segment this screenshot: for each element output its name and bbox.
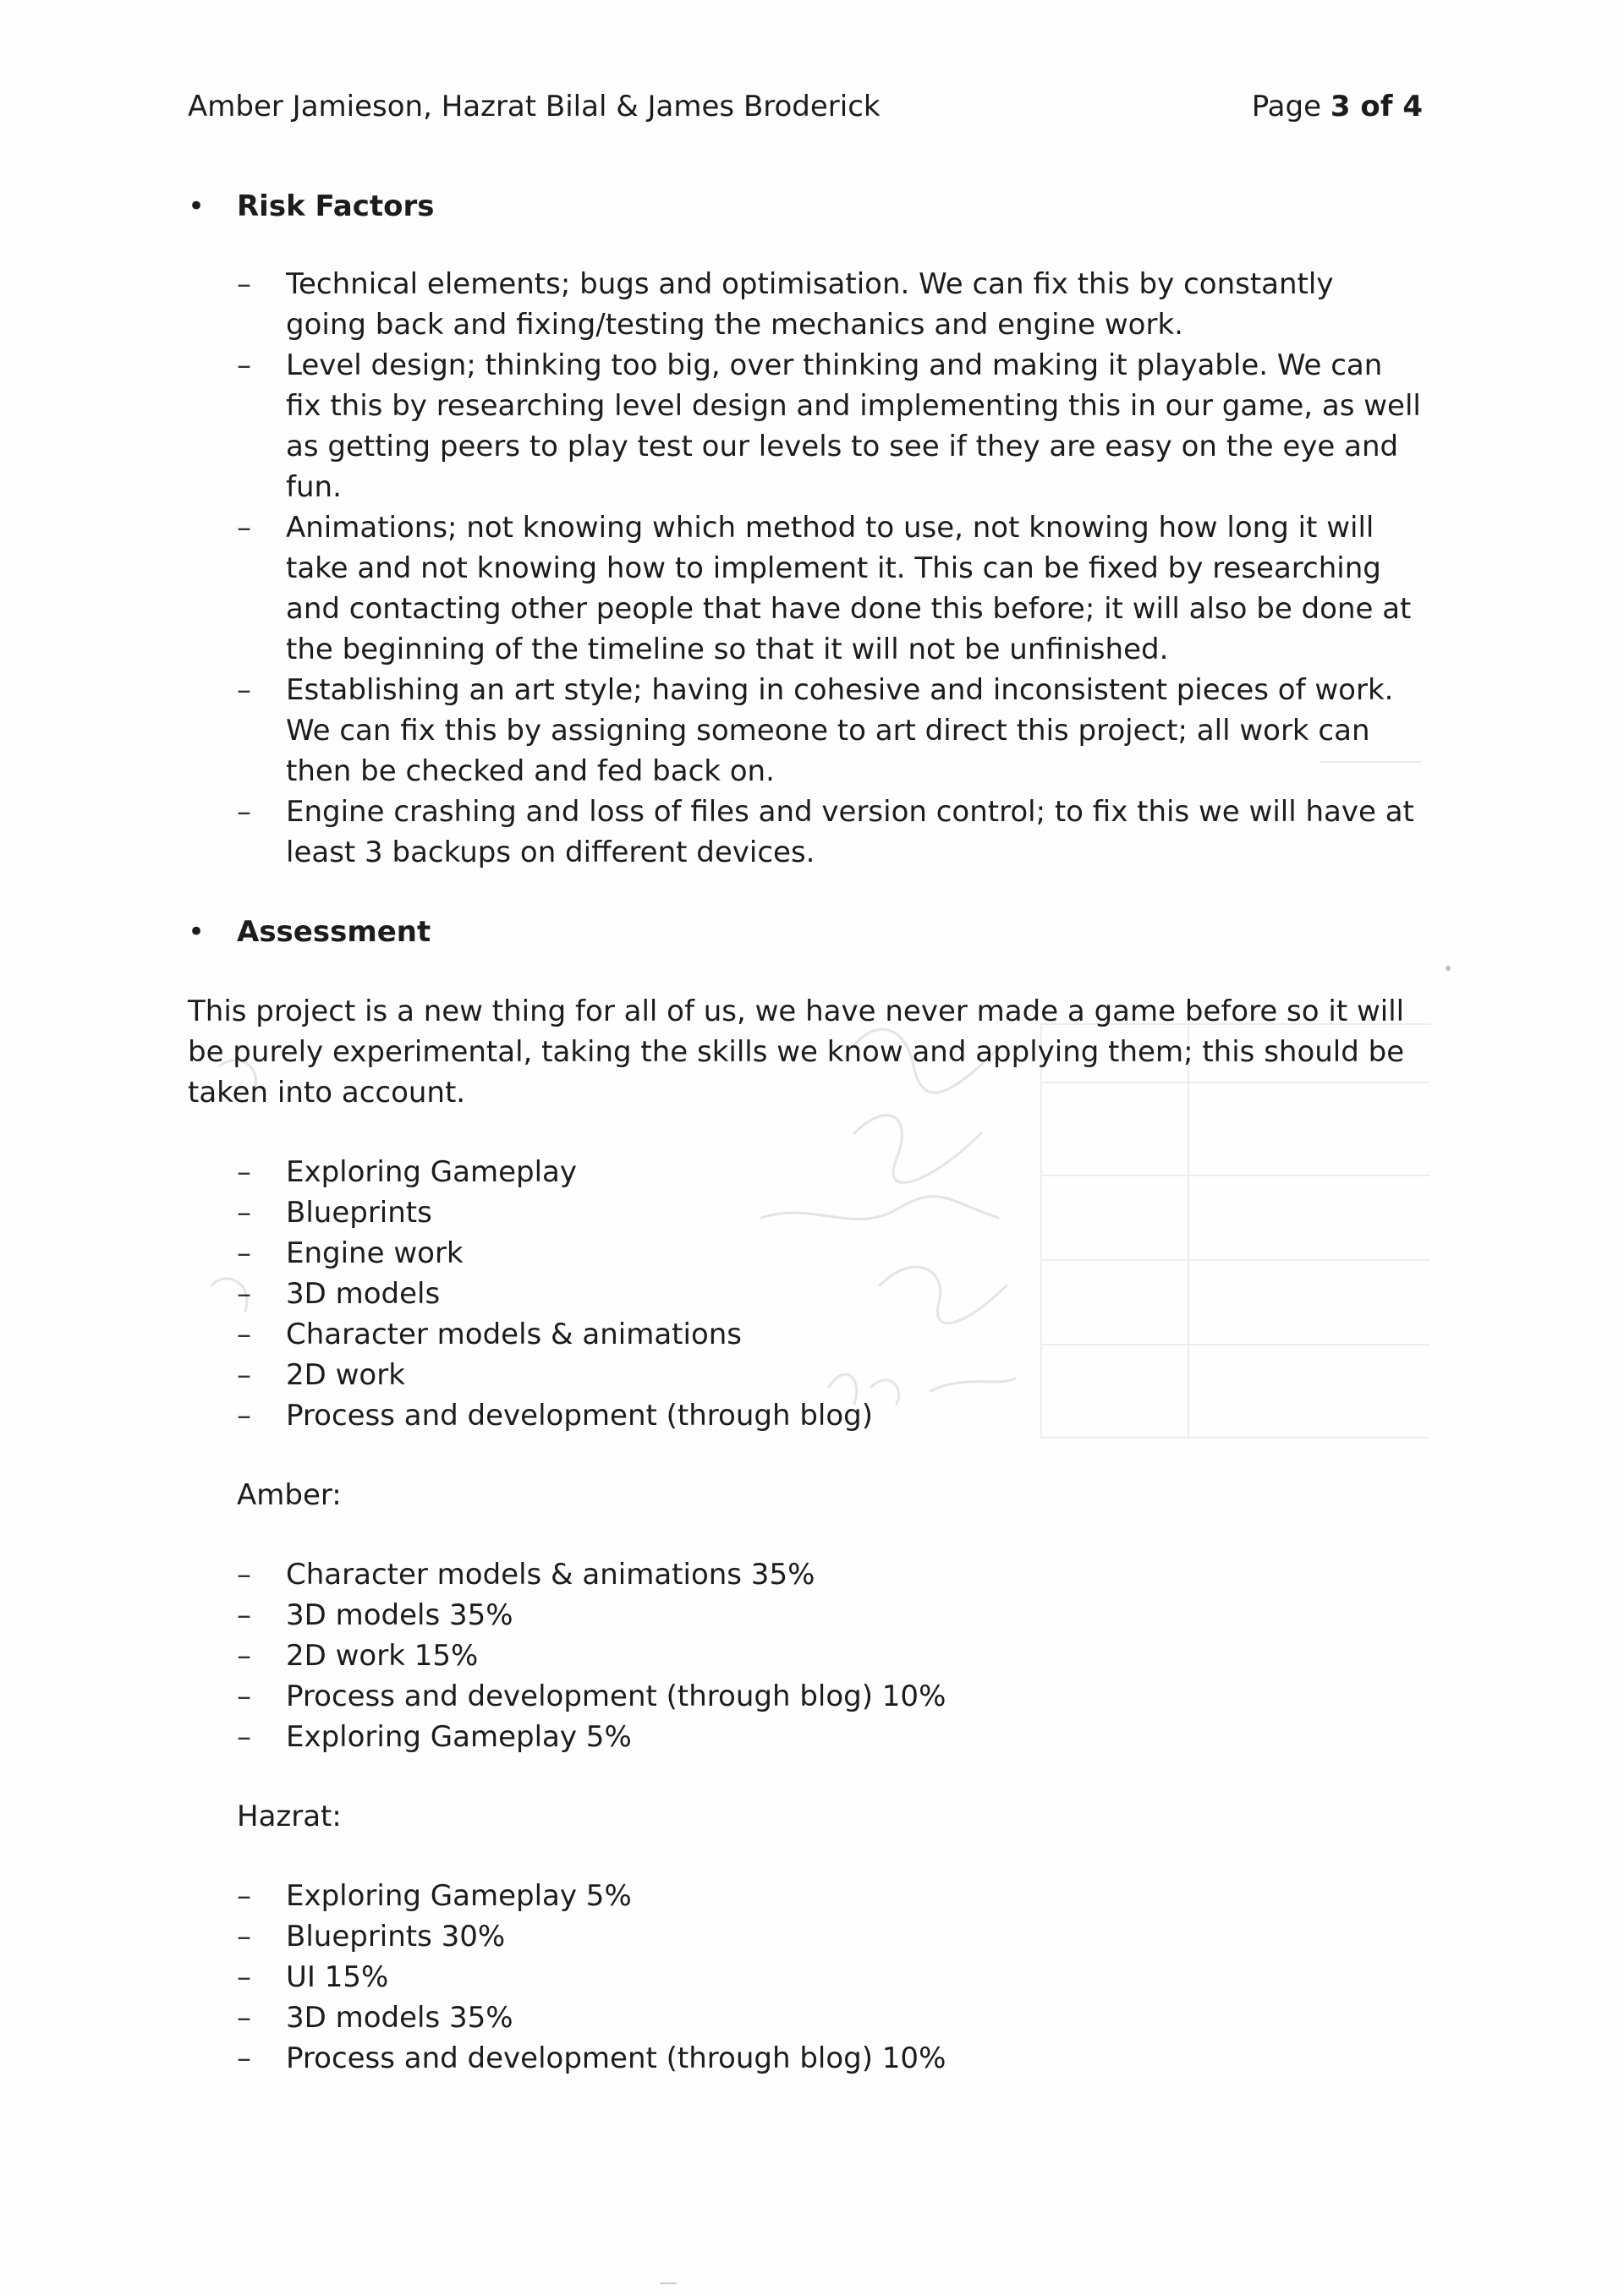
list-item-text: 2D work [286,1358,405,1392]
list-item-text: Level design; thinking too big, over thinking and making it playable. We can fix this by researching level design and implementing this in our game, as well as getting peers to play test our levels to see if they are easy on the eye and fun. [286,348,1421,504]
list-item-text: Animations; not knowing which method to use, not knowing how long it will take and not knowing how to implement it. This can be fixed by researching and contacting other people that have done this before; it will also be done at the beginning of the timeline so that it will not be unfinished. [286,511,1412,666]
list-item-text: 2D work 15% [286,1639,479,1673]
risk-factors-title: Risk Factors [237,189,435,223]
page-current: 3 [1330,90,1351,123]
dash-icon: – [237,511,251,545]
list-item-text: Exploring Gameplay 5% [286,1720,632,1754]
list-item [188,1957,1423,1997]
list-item [188,345,1423,507]
dash-icon: – [237,1720,251,1754]
list-item [188,1676,1423,1717]
dash-icon: – [237,673,251,707]
page-number [1252,90,1423,123]
dash-icon: – [237,2001,251,2035]
list-item [188,1152,1423,1192]
list-item-text: Character models & animations 35% [286,1558,815,1592]
list-item [188,1916,1423,1957]
amber-list [188,1554,1423,1757]
list-item [188,670,1423,792]
amber-label: Amber: [237,1478,342,1512]
dash-icon: – [237,1558,251,1592]
dash-icon: – [237,1598,251,1632]
list-item-text: Technical elements; bugs and optimisation. We can fix this by constantly going back and fixing/testing the mechanics and engine work. [286,267,1334,342]
list-item-text: Blueprints [286,1196,432,1230]
list-item [188,792,1423,873]
list-item-text: UI 15% [286,1960,389,1994]
dash-icon: – [237,1399,251,1433]
dash-icon: – [237,1236,251,1270]
list-item-text: Blueprints 30% [286,1920,506,1954]
list-item-text: 3D models 35% [286,1598,513,1632]
list-item [188,1192,1423,1233]
list-item-text: Establishing an art style; having in cohesive and inconsistent pieces of work. We can fix this by assigning someone to art direct this project; all work can then be checked and fed back on. [286,673,1394,788]
list-item [188,1314,1423,1355]
hazrat-label: Hazrat: [237,1800,342,1833]
dash-icon: – [237,1155,251,1189]
list-item-text: 3D models [286,1277,441,1311]
assessment-title: Assessment [237,915,431,949]
dash-icon: – [237,348,251,382]
list-item-text: Exploring Gameplay 5% [286,1879,632,1913]
list-item [188,1876,1423,1916]
dash-icon: – [237,1960,251,1994]
list-item-text: Process and development (through blog) 10% [286,2041,946,2075]
dash-icon: – [237,1277,251,1311]
hazrat-list [188,1876,1423,2079]
list-item [188,1636,1423,1676]
dash-icon: – [237,2041,251,2075]
list-item [188,1717,1423,1757]
list-item-text: Engine crashing and loss of files and version control; to fix this we will have at least 3 backups on different devices. [286,795,1414,869]
page-body [188,186,1423,2079]
list-item [188,1355,1423,1395]
dash-icon: – [237,1879,251,1913]
dash-icon: – [237,267,251,301]
list-item-text: 3D models 35% [286,2001,513,2035]
page-prefix: Page [1251,90,1330,123]
assessment-intro: This project is a new thing for all of us, we have never made a game before so it will be purely experimental, taking the skills we know and applying them; this should be taken into account. [188,995,1405,1110]
list-item-text: Process and development (through blog) 10% [286,1680,946,1713]
header-authors: Amber Jamieson, Hazrat Bilal & James Broderick [188,90,881,123]
dash-icon: – [237,1318,251,1351]
list-item-text: Exploring Gameplay [286,1155,578,1189]
list-item [188,507,1423,670]
list-item [188,1233,1423,1274]
dash-icon: – [237,1680,251,1713]
list-item-text: Engine work [286,1236,464,1270]
list-item [188,1997,1423,2038]
list-item [188,1595,1423,1636]
assessment-list [188,1152,1423,1436]
list-item [188,1554,1423,1595]
list-item-text: Character models & animations [286,1318,743,1351]
page-total: 4 [1402,90,1423,123]
dash-icon: – [237,795,251,829]
dash-icon: – [237,1639,251,1673]
dash-icon: – [237,1358,251,1392]
bullet-icon: • [188,915,206,949]
list-item [188,2038,1423,2079]
list-item [188,1274,1423,1314]
risk-factors-list [188,264,1423,873]
page-of: of [1350,90,1403,123]
list-item [188,264,1423,345]
assessment-heading [188,912,1423,952]
dash-icon: – [237,1196,251,1230]
list-item-text: Process and development (through blog) [286,1399,873,1433]
bullet-icon: • [188,189,206,223]
list-item [188,1395,1423,1436]
page-header [188,90,1423,132]
dash-icon: – [237,1920,251,1954]
risk-factors-heading [188,186,1423,227]
